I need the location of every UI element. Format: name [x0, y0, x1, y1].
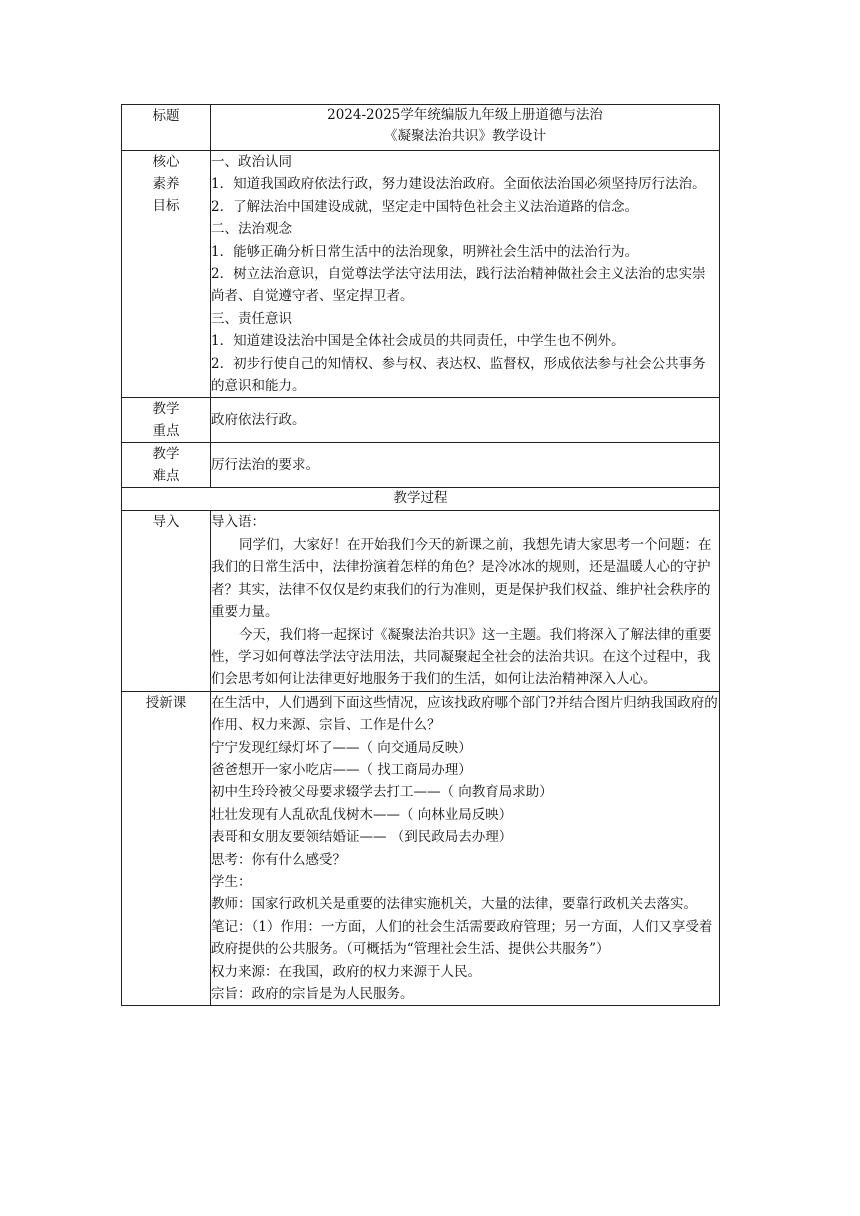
difficulty-row [122, 443, 720, 488]
goals-line: 1．知道建设法治中国是全体社会成员的共同责任，中学生也不例外。 [211, 333, 625, 350]
lesson-plan-table [121, 104, 720, 1006]
new-lesson-line: 教师：国家行政机关是重要的法律实施机关，大量的法律，要靠行政机关去落实。 [211, 896, 697, 913]
goals-line: 2．树立法治意识，自觉尊法学法守法用法，践行法治精神做社会主义法治的忠实崇尚者、自觉遵守者、坚定捍卫者。 [211, 266, 706, 305]
new-lesson-line: 思考：你有什么感受？ [211, 851, 346, 868]
goals-label-line: 素养 [152, 176, 180, 192]
new-lesson-line: 表哥和女朋友要领结婚证—— （到民政局去办理） [211, 829, 513, 846]
goals-label [122, 151, 211, 398]
intro-content [211, 511, 720, 691]
goals-content [211, 151, 720, 398]
goals-label-line: 核心 [152, 154, 180, 170]
key-point-label [122, 398, 211, 443]
new-lesson-line: 爸爸想开一家小吃店——（ 找工商局办理） [211, 761, 472, 778]
new-lesson-row [122, 691, 720, 1006]
new-lesson-line: 宗旨：政府的宗旨是为人民服务。 [211, 986, 414, 1002]
difficulty-label-line: 教学 [152, 446, 180, 463]
goals-line: 三、责任意识 [211, 310, 292, 327]
new-lesson-line: 在生活中，人们遇到下面这些情况，应该找政府哪个部门?并结合图片归纳我国政府的作用、权力来源、宗旨、工作是什么？ [211, 694, 718, 734]
document-title-line2: 《凝聚法治共识》教学设计 [384, 128, 546, 144]
new-lesson-line: 权力来源：在我国，政府的权力来源于人民。 [211, 963, 481, 980]
new-lesson-label: 授新课 [122, 691, 211, 1006]
intro-row [122, 511, 720, 691]
intro-heading: 导入语： [211, 514, 265, 531]
new-lesson-content [211, 691, 720, 1006]
key-point-label-line: 重点 [152, 423, 180, 440]
difficulty-label [122, 443, 211, 488]
new-lesson-line: 宁宁发现红绿灯坏了——（ 向交通局反映） [211, 739, 472, 756]
document-title-line1: 2024-2025学年统编版九年级上册道德与法治 [327, 107, 603, 123]
goals-row [122, 151, 720, 398]
new-lesson-line: 笔记：（1）作用：一方面，人们的社会生活需要政府管理；另一方面，人们又享受着政府提供的公共服务。（可概括为“管理社会生活、提供公共服务”） [211, 918, 713, 958]
difficulty-label-line: 难点 [152, 468, 180, 485]
title-row [122, 105, 720, 151]
title-label: 标题 [122, 105, 211, 151]
goals-line: 1．知道我国政府依法行政，努力建设法治政府。全面依法治国必须坚持厉行法治。 [211, 176, 706, 193]
goals-line: 一、政治认同 [211, 154, 292, 170]
difficulty-text: 厉行法治的要求。 [211, 443, 720, 488]
intro-paragraph: 同学们，大家好！在开始我们今天的新课之前，我想先请大家思考一个问题：在我们的日常生活中，法律扮演着怎样的角色？是冷冰冰的规则，还是温暖人心的守护者？其实，法律不仅仅是约束我们的行为准则，更是保护我们权益、维护社会秩序的重要力量。 [211, 536, 712, 621]
goals-line: 2．了解法治中国建设成就，坚定走中国特色社会主义法治道路的信念。 [211, 198, 639, 215]
process-heading-row [122, 488, 720, 511]
new-lesson-line: 学生： [211, 873, 252, 890]
goals-label-line: 目标 [152, 198, 180, 214]
new-lesson-line: 壮壮发现有人乱砍乱伐树木——（ 向林业局反映） [211, 806, 513, 823]
key-point-label-line: 教学 [152, 401, 180, 418]
intro-label: 导入 [122, 511, 211, 691]
new-lesson-line: 初中生玲玲被父母要求辍学去打工——（ 向教育局求助） [211, 784, 553, 801]
title-cell [211, 105, 720, 151]
intro-paragraph: 今天，我们将一起探讨《凝聚法治共识》这一主题。我们将深入了解法律的重要性，学习如何尊法学法守法用法，共同凝聚起全社会的法治共识。在这个过程中，我们会思考如何让法律更好地服务于我们的生活，如何让法治精神深入人心。 [211, 626, 712, 688]
key-point-text: 政府依法行政。 [211, 398, 720, 443]
key-point-row [122, 398, 720, 443]
goals-line: 1．能够正确分析日常生活中的法治现象，明辨社会生活中的法治行为。 [211, 243, 639, 260]
process-heading: 教学过程 [122, 488, 720, 511]
goals-line: 2．初步行使自己的知情权、参与权、表达权、监督权，形成依法参与社会公共事务的意识和能力。 [211, 355, 706, 395]
goals-line: 二、法治观念 [211, 221, 292, 238]
